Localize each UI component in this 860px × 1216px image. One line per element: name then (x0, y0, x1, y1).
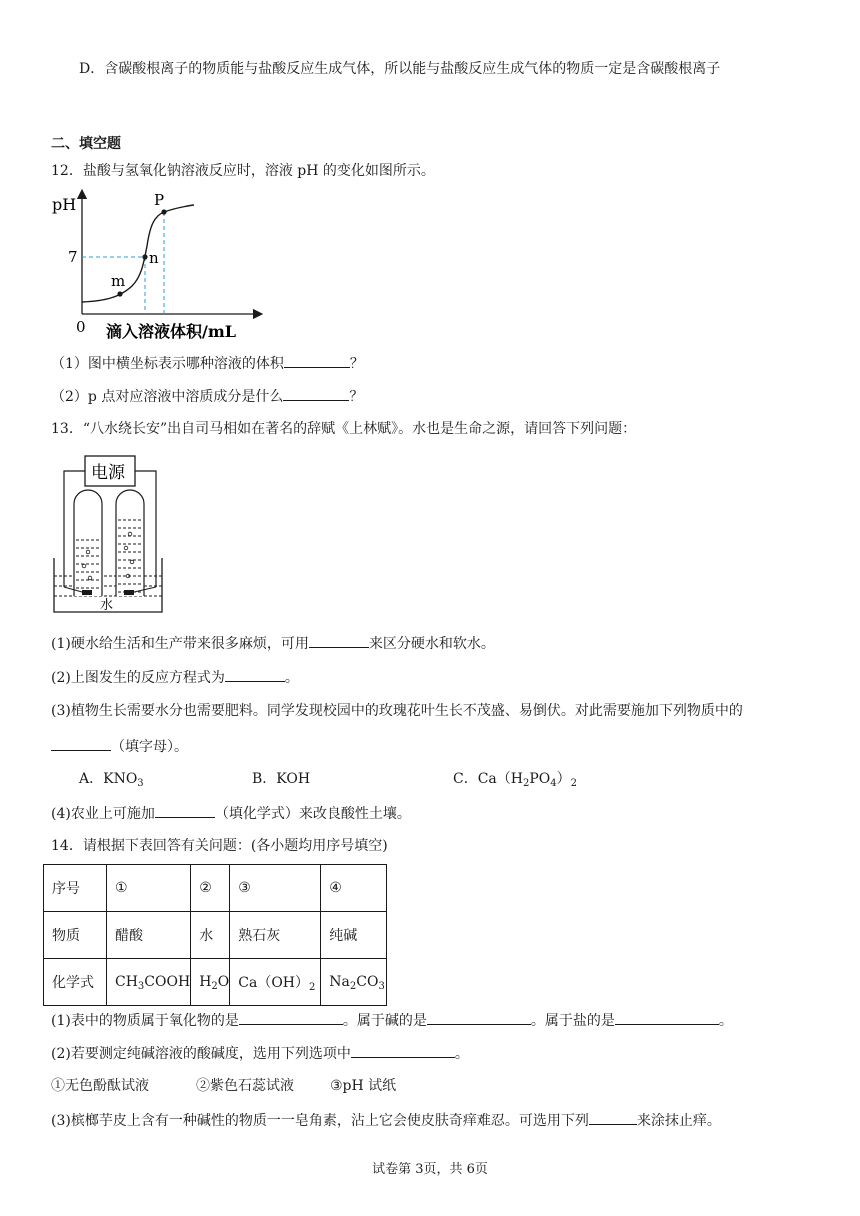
q14-sub3-end: 来涂抹止痒。 (636, 1113, 721, 1129)
q13-sub1-text: (1)硬水给生活和生产带来很多麻烦，可用 (51, 636, 309, 652)
table-cell: 物质 (44, 912, 107, 959)
electrode-left (82, 590, 92, 595)
q14-sub3 (51, 1110, 721, 1131)
subscript: 2 (570, 778, 578, 789)
formula-part: H (199, 974, 212, 990)
electrolysis-apparatus (50, 452, 170, 622)
subscript: 2 (349, 981, 357, 992)
formula-part: CO (356, 974, 379, 990)
q14-sub1-text: 。属于碱的是 (342, 1013, 427, 1029)
q13-sub4-text: (4)农业上可施加 (51, 806, 155, 822)
point-m-label: m (111, 272, 126, 290)
q12-sub1 (51, 353, 364, 374)
q13-sub2 (51, 667, 299, 688)
q14-sub1 (51, 1010, 733, 1031)
point-m (117, 291, 122, 296)
table-row (44, 865, 387, 912)
table-row (44, 959, 387, 1006)
subscript: 2 (309, 982, 316, 993)
y-axis-label: pH (52, 195, 77, 214)
page-footer: 试卷第 3页，共 6页 (372, 1162, 488, 1177)
q12-sub2-text: （2）p 点对应溶液中溶质成分是什么 (51, 389, 284, 405)
q13-stem: 13．“八水绕长安”出自司马相如在著名的辞赋《上林赋》。水也是生命之源，请回答下列问题： (51, 421, 637, 437)
power-label: 电源 (91, 463, 125, 483)
table-cell (321, 959, 387, 1006)
q14-sub1-text: 。属于盐的是 (530, 1013, 615, 1029)
q14-sub1-end: 。 (718, 1013, 733, 1029)
q13-sub3-line2 (51, 736, 188, 757)
q14-table (43, 864, 387, 1006)
q14-sub2 (51, 1043, 469, 1064)
formula-part: COOH (144, 974, 191, 990)
table-cell: ③ (230, 865, 321, 912)
ph-7-label: 7 (68, 248, 78, 266)
q14-option-3: ③pH 试纸 (330, 1078, 397, 1094)
ph-curve (82, 205, 194, 302)
table-cell: ① (107, 865, 191, 912)
subscript: 3 (378, 981, 385, 992)
answer-blank[interactable] (284, 353, 350, 368)
x-axis-label: 滴入溶液体积/mL (106, 322, 237, 341)
answer-blank[interactable] (283, 386, 349, 401)
point-p (161, 209, 166, 214)
table-cell: 熟石灰 (230, 912, 321, 959)
q13-sub2-end: 。 (284, 670, 299, 686)
q11-option-d: D．含碳酸根离子的物质能与盐酸反应生成气体，所以能与盐酸反应生成气体的物质一定是含碳酸根离子 (79, 61, 721, 77)
q13-option-b: B．KOH (252, 771, 311, 787)
electrode-right (124, 590, 134, 595)
q12-stem: 12．盐酸与氢氧化钠溶液反应时，溶液 pH 的变化如图所示。 (51, 163, 435, 179)
origin-label: 0 (76, 318, 86, 336)
q14-sub2-text: (2)若要测定纯碱溶液的酸碱度，选用下列选项中 (51, 1046, 351, 1062)
q14-stem: 14．请根据下表回答有关问题：(各小题均用序号填空) (51, 838, 388, 854)
subscript: 4 (550, 778, 557, 789)
answer-blank[interactable] (239, 1010, 343, 1025)
q13-sub2-text: (2)上图发生的反应方程式为 (51, 670, 225, 686)
subscript: 3 (137, 778, 144, 789)
answer-blank[interactable] (155, 803, 215, 818)
q13-sub4-end: （填化学式）来改良酸性土壤。 (214, 806, 411, 822)
subscript: 3 (137, 981, 145, 992)
answer-blank[interactable] (427, 1010, 531, 1025)
q14-sub1-text: (1)表中的物质属于氧化物的是 (51, 1013, 239, 1029)
q13-option-a (79, 769, 144, 789)
option-c-text: C．Ca（H (453, 771, 523, 787)
formula-part: Na (329, 974, 350, 990)
tube-right (116, 490, 144, 596)
table-cell: 水 (191, 912, 230, 959)
subscript: 2 (522, 778, 530, 789)
point-p-label: P (154, 191, 165, 209)
formula-part: Ca（OH） (238, 975, 310, 991)
q13-sub4 (51, 803, 411, 824)
answer-blank[interactable] (309, 633, 369, 648)
option-c-text: ） (556, 771, 571, 787)
q14-sub3-text: (3)槟榔芋皮上含有一种碱性的物质一一皂角素，沾上它会使皮肤奇痒难忍。可选用下列 (51, 1113, 589, 1129)
table-cell: 序号 (44, 865, 107, 912)
table-cell (191, 959, 230, 1006)
q12-sub2 (51, 386, 363, 407)
q12-sub2-end: ？ (349, 389, 364, 405)
q13-sub3-line1: (3)植物生长需要水分也需要肥料。同学发现校园中的玫瑰花叶生长不茂盛、易倒伏。对此需要施加下列物质中的 (51, 703, 743, 719)
q12-sub1-text: （1）图中横坐标表示哪种溶液的体积 (51, 356, 284, 372)
table-row (44, 912, 387, 959)
answer-blank[interactable] (351, 1043, 455, 1058)
table-cell: ② (191, 865, 230, 912)
q14-option-2: ②紫色石蕊试液 (196, 1078, 294, 1094)
table-cell (107, 959, 191, 1006)
q14-sub2-end: 。 (454, 1046, 469, 1062)
option-c-text: PO (529, 771, 551, 787)
table-cell: 醋酸 (107, 912, 191, 959)
ph-curve-graph (48, 186, 308, 346)
point-n-label: n (149, 249, 159, 267)
table-cell: ④ (321, 865, 387, 912)
q13-sub1-end: 来区分硬水和软水。 (368, 636, 495, 652)
water-label: 水 (100, 598, 114, 613)
q14-option-1: ①无色酚酞试液 (51, 1078, 149, 1094)
section-title: 二、填空题 (51, 136, 121, 152)
option-a-text: A．KNO (79, 771, 138, 787)
answer-blank[interactable] (51, 736, 111, 751)
formula-part: O (217, 974, 230, 990)
table-cell: 化学式 (44, 959, 107, 1006)
table-cell (230, 959, 321, 1006)
answer-blank[interactable] (589, 1110, 637, 1125)
q13-sub3-end: （填字母）。 (111, 739, 188, 755)
point-n (142, 254, 147, 259)
q13-sub1 (51, 633, 495, 654)
table-cell: 纯碱 (321, 912, 387, 959)
answer-blank[interactable] (615, 1010, 719, 1025)
q12-sub1-end: ？ (349, 356, 364, 372)
subscript: 2 (211, 981, 218, 992)
q13-option-c (453, 769, 577, 789)
answer-blank[interactable] (225, 667, 285, 682)
formula-part: CH (115, 974, 138, 990)
